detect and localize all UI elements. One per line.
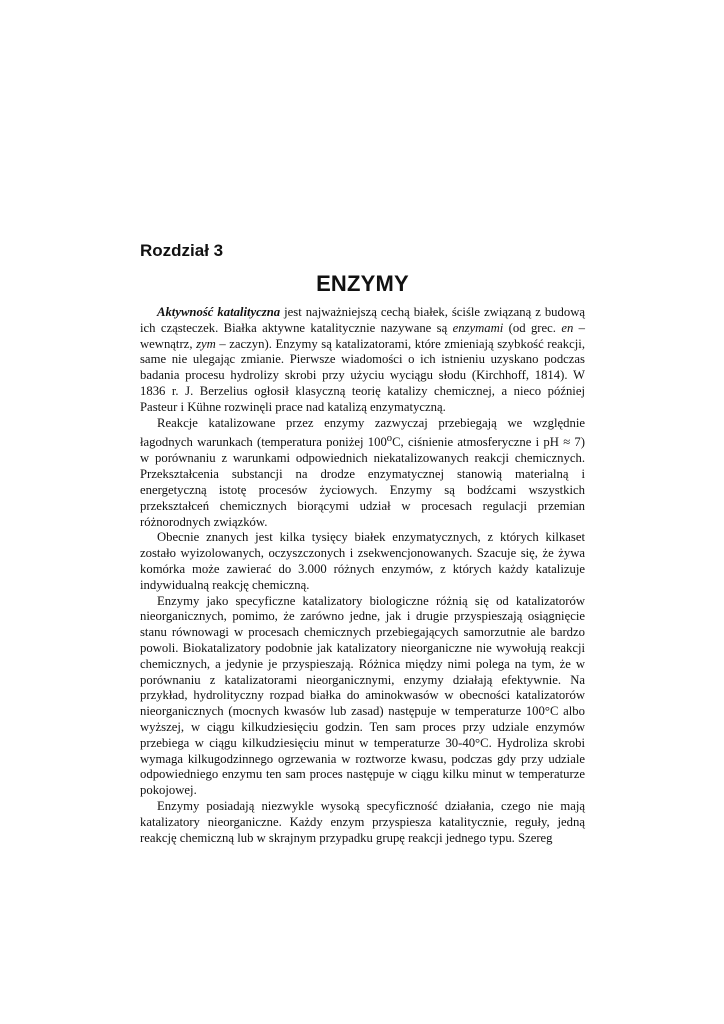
p1-text-1: jest najważniejszą cechą białek, ściśle związaną z budową ich cząsteczek. Białka aktywne katalitycznie nazywane są: [140, 305, 585, 335]
lead-term: Aktywność katalityczna: [157, 305, 281, 319]
paragraph-3: Obecnie znanych jest kilka tysięcy białek enzymatycznych, z których kilkaset zostało wyizolowanych, oczyszczonych i zsekwencjonowanych. Szacuje się, że żywa komórka może zawierać do 3.000 różnych enzymów, z których każdy katalizuje indywidualną reakcję chemiczną.: [140, 530, 585, 592]
p2-text-2: C, ciśnienie atmosferyczne i pH ≈ 7) w porównaniu z warunkami odpowiednich niekatalizowanych reakcji chemicznych. Przekształcenia substancji na drodze enzymatycznej stanowią materialną i energetyczną istotę procesów życiowych. Enzymy są bodźcami wszystkich przekształceń chemicznych biorącymi udział w procesach regulacji przemian różnorodnych związków.: [140, 435, 585, 529]
chapter-title: ENZYMY: [316, 271, 409, 296]
p1-term-en: en: [561, 320, 574, 335]
p1-text-2: (od grec.: [503, 320, 562, 335]
p1-text-3: – wewnątrz,: [140, 320, 585, 351]
p1-text-4: – zaczyn). Enzymy są katalizatorami, które zmieniają szybkość reakcji, same nie ulegając zmianie. Pierwsze wiadomości o ich istnieniu uzyskano podczas badania procesu hydrolizy skrobi przy użyciu wyciągu słodu (Kirchhoff, 1814). W 1836 r. J. Berzelius ogłosił klasyczną teorię katalizy chemicznej, a nieco później Pasteur i Kühne rozwinęli prace nad katalizą enzymatyczną.: [140, 336, 585, 414]
body-text: [140, 305, 585, 846]
p2-text-1: Reakcje katalizowane przez enzymy zazwyczaj przebiegają we względnie łagodnych warunkach (temperatura poniżej 100: [140, 415, 585, 450]
paragraph-5: Enzymy posiadają niezwykle wysoką specyficzność działania, czego nie mają katalizatory nieorganiczne. Każdy enzym przyspiesza katalitycznie, reguły, jedną reakcję chemiczną lub w skrajnym przypadku grupę reakcji jednego typu. Szereg: [140, 798, 585, 845]
p2-degree-sup: o: [386, 433, 393, 445]
paragraph-1: [140, 305, 585, 416]
paragraph-2: [140, 416, 585, 531]
p1-term-enzymami: enzymami: [452, 320, 504, 335]
p1-term-zym: zym: [196, 336, 216, 351]
chapter-label: Rozdział 3: [140, 241, 224, 260]
paragraph-4: Enzymy jako specyficzne katalizatory biologiczne różnią się od katalizatorów nieorganicznych, pomimo, że zarówno jedne, jak i drugie przyspieszają osiągnięcie stanu równowagi w procesach chemicznych przebiegających samorzutnie ale bardzo powoli. Biokatalizatory podobnie jak katalizatory nieorganiczne nie wywołują reakcji chemicznych, a jedynie je przyspieszają. Różnica między nimi polega na tym, że w porównaniu z katalizatorami nieorganicznymi, enzymy działają efektywnie. Na przykład, hydrolityczny rozpad białka do aminokwasów w obecności katalizatorów nieorganicznych (mocnych kwasów lub zasad) następuje w temperaturze 100°C albo wyższej, w ciągu kilkudziesięciu godzin. Ten sam proces przy udziale enzymów przebiega w ciągu kilkudziesięciu minut w temperaturze 30-40°C. Hydroliza skrobi wymaga kilkugodzinnego ogrzewania w roztworze kwasu, podczas gdy przy udziale odpowiedniego enzymu ten sam proces następuje w ciągu kilku minut w temperaturze pokojowej.: [140, 593, 585, 798]
